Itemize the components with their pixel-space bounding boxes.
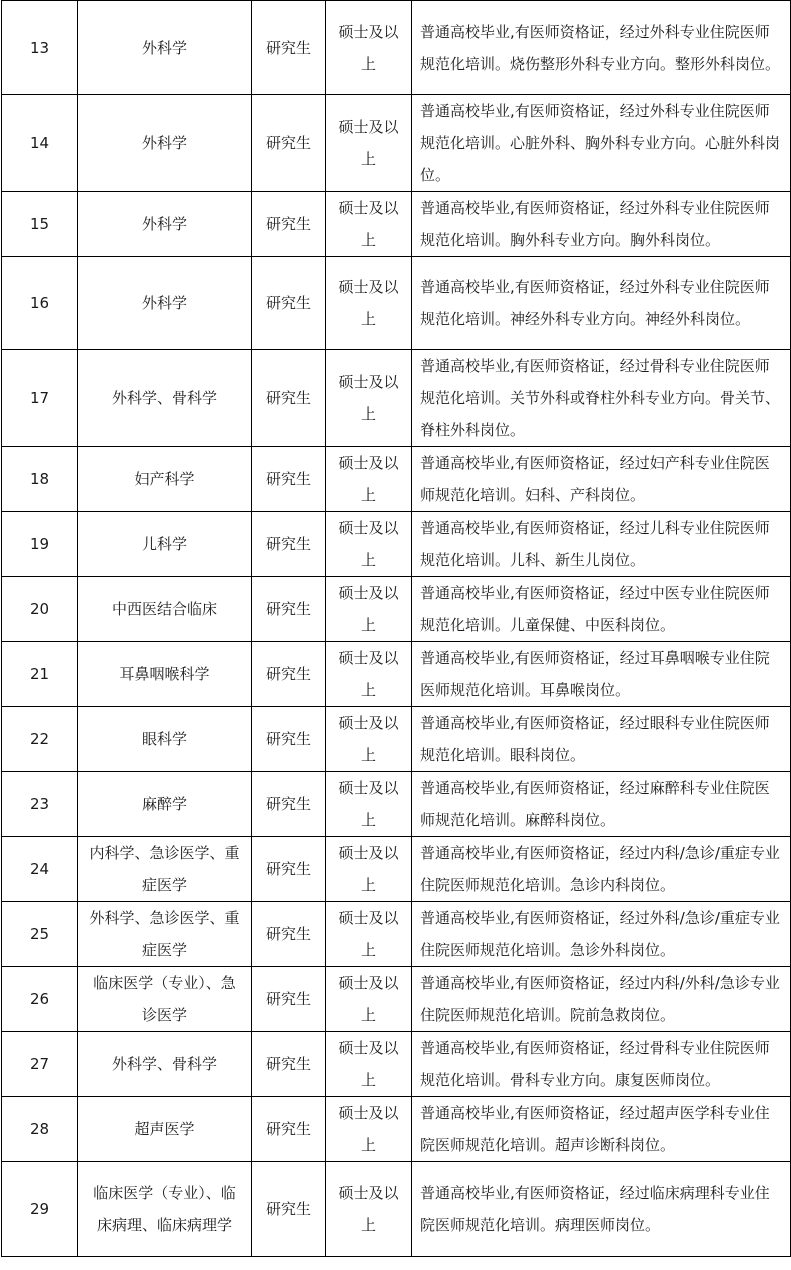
major-cell: 耳鼻咽喉科学 bbox=[78, 642, 252, 707]
degree-cell: 硕士及以上 bbox=[326, 772, 412, 837]
requirement-cell: 普通高校毕业,有医师资格证，经过外科专业住院医师规范化培训。心脏外科、胸外科专业方向。心脏外科岗位。 bbox=[412, 95, 791, 192]
row-number: 24 bbox=[2, 837, 78, 902]
education-cell: 研究生 bbox=[252, 707, 326, 772]
degree-cell: 硕士及以上 bbox=[326, 95, 412, 192]
education-cell: 研究生 bbox=[252, 512, 326, 577]
education-cell: 研究生 bbox=[252, 95, 326, 192]
degree-cell: 硕士及以上 bbox=[326, 1, 412, 95]
major-cell: 临床医学（专业）、急诊医学 bbox=[78, 967, 252, 1032]
row-number: 18 bbox=[2, 447, 78, 512]
requirement-cell: 普通高校毕业,有医师资格证，经过中医专业住院医师规范化培训。儿童保健、中医科岗位。 bbox=[412, 577, 791, 642]
row-number: 17 bbox=[2, 350, 78, 447]
table-row bbox=[2, 1, 791, 95]
degree-cell: 硕士及以上 bbox=[326, 967, 412, 1032]
degree-cell: 硕士及以上 bbox=[326, 257, 412, 350]
education-cell: 研究生 bbox=[252, 192, 326, 257]
education-cell: 研究生 bbox=[252, 642, 326, 707]
degree-cell: 硕士及以上 bbox=[326, 1162, 412, 1257]
requirement-cell: 普通高校毕业,有医师资格证，经过耳鼻咽喉专业住院医师规范化培训。耳鼻喉岗位。 bbox=[412, 642, 791, 707]
education-cell: 研究生 bbox=[252, 967, 326, 1032]
row-number: 14 bbox=[2, 95, 78, 192]
requirement-cell: 普通高校毕业,有医师资格证，经过临床病理科专业住院医师规范化培训。病理医师岗位。 bbox=[412, 1162, 791, 1257]
table-row bbox=[2, 192, 791, 257]
requirement-cell: 普通高校毕业,有医师资格证，经过妇产科专业住院医师规范化培训。妇科、产科岗位。 bbox=[412, 447, 791, 512]
row-number: 23 bbox=[2, 772, 78, 837]
table-row bbox=[2, 1097, 791, 1162]
requirement-cell: 普通高校毕业,有医师资格证，经过外科/急诊/重症专业住院医师规范化培训。急诊外科岗位。 bbox=[412, 902, 791, 967]
education-cell: 研究生 bbox=[252, 902, 326, 967]
education-cell: 研究生 bbox=[252, 1162, 326, 1257]
requirement-cell: 普通高校毕业,有医师资格证，经过外科专业住院医师规范化培训。烧伤整形外科专业方向。整形外科岗位。 bbox=[412, 1, 791, 95]
table-row bbox=[2, 447, 791, 512]
table-body bbox=[2, 1, 791, 1257]
degree-cell: 硕士及以上 bbox=[326, 837, 412, 902]
requirement-cell: 普通高校毕业,有医师资格证，经过内科/急诊/重症专业住院医师规范化培训。急诊内科岗位。 bbox=[412, 837, 791, 902]
major-cell: 眼科学 bbox=[78, 707, 252, 772]
row-number: 25 bbox=[2, 902, 78, 967]
row-number: 16 bbox=[2, 257, 78, 350]
table-row bbox=[2, 1032, 791, 1097]
requirement-cell: 普通高校毕业,有医师资格证，经过麻醉科专业住院医师规范化培训。麻醉科岗位。 bbox=[412, 772, 791, 837]
table-row bbox=[2, 642, 791, 707]
degree-cell: 硕士及以上 bbox=[326, 192, 412, 257]
education-cell: 研究生 bbox=[252, 257, 326, 350]
row-number: 21 bbox=[2, 642, 78, 707]
major-cell: 外科学 bbox=[78, 257, 252, 350]
degree-cell: 硕士及以上 bbox=[326, 447, 412, 512]
row-number: 13 bbox=[2, 1, 78, 95]
row-number: 20 bbox=[2, 577, 78, 642]
row-number: 26 bbox=[2, 967, 78, 1032]
row-number: 19 bbox=[2, 512, 78, 577]
degree-cell: 硕士及以上 bbox=[326, 902, 412, 967]
row-number: 15 bbox=[2, 192, 78, 257]
major-cell: 外科学、急诊医学、重症医学 bbox=[78, 902, 252, 967]
major-cell: 外科学 bbox=[78, 1, 252, 95]
requirement-cell: 普通高校毕业,有医师资格证，经过儿科专业住院医师规范化培训。儿科、新生儿岗位。 bbox=[412, 512, 791, 577]
major-cell: 外科学 bbox=[78, 192, 252, 257]
recruitment-table bbox=[1, 0, 791, 1257]
table-row bbox=[2, 837, 791, 902]
table-row bbox=[2, 577, 791, 642]
major-cell: 儿科学 bbox=[78, 512, 252, 577]
row-number: 28 bbox=[2, 1097, 78, 1162]
education-cell: 研究生 bbox=[252, 772, 326, 837]
major-cell: 内科学、急诊医学、重症医学 bbox=[78, 837, 252, 902]
requirement-cell: 普通高校毕业,有医师资格证，经过内科/外科/急诊专业住院医师规范化培训。院前急救岗位。 bbox=[412, 967, 791, 1032]
major-cell: 麻醉学 bbox=[78, 772, 252, 837]
degree-cell: 硕士及以上 bbox=[326, 350, 412, 447]
education-cell: 研究生 bbox=[252, 837, 326, 902]
requirement-cell: 普通高校毕业,有医师资格证，经过外科专业住院医师规范化培训。神经外科专业方向。神经外科岗位。 bbox=[412, 257, 791, 350]
table-row bbox=[2, 1162, 791, 1257]
education-cell: 研究生 bbox=[252, 1097, 326, 1162]
major-cell: 临床医学（专业）、临床病理、临床病理学 bbox=[78, 1162, 252, 1257]
table-row bbox=[2, 512, 791, 577]
table-row bbox=[2, 772, 791, 837]
degree-cell: 硕士及以上 bbox=[326, 512, 412, 577]
major-cell: 妇产科学 bbox=[78, 447, 252, 512]
requirement-cell: 普通高校毕业,有医师资格证，经过超声医学科专业住院医师规范化培训。超声诊断科岗位。 bbox=[412, 1097, 791, 1162]
row-number: 29 bbox=[2, 1162, 78, 1257]
education-cell: 研究生 bbox=[252, 577, 326, 642]
major-cell: 中西医结合临床 bbox=[78, 577, 252, 642]
major-cell: 外科学、骨科学 bbox=[78, 350, 252, 447]
table-row bbox=[2, 95, 791, 192]
degree-cell: 硕士及以上 bbox=[326, 1097, 412, 1162]
major-cell: 外科学、骨科学 bbox=[78, 1032, 252, 1097]
table-row bbox=[2, 350, 791, 447]
row-number: 22 bbox=[2, 707, 78, 772]
major-cell: 外科学 bbox=[78, 95, 252, 192]
table-row bbox=[2, 707, 791, 772]
degree-cell: 硕士及以上 bbox=[326, 707, 412, 772]
requirement-cell: 普通高校毕业,有医师资格证，经过骨科专业住院医师规范化培训。骨科专业方向。康复医师岗位。 bbox=[412, 1032, 791, 1097]
requirement-cell: 普通高校毕业,有医师资格证，经过眼科专业住院医师规范化培训。眼科岗位。 bbox=[412, 707, 791, 772]
education-cell: 研究生 bbox=[252, 1, 326, 95]
table-row bbox=[2, 967, 791, 1032]
table-row bbox=[2, 257, 791, 350]
education-cell: 研究生 bbox=[252, 1032, 326, 1097]
education-cell: 研究生 bbox=[252, 350, 326, 447]
education-cell: 研究生 bbox=[252, 447, 326, 512]
requirement-cell: 普通高校毕业,有医师资格证，经过外科专业住院医师规范化培训。胸外科专业方向。胸外科岗位。 bbox=[412, 192, 791, 257]
degree-cell: 硕士及以上 bbox=[326, 577, 412, 642]
requirement-cell: 普通高校毕业,有医师资格证，经过骨科专业住院医师规范化培训。关节外科或脊柱外科专业方向。骨关节、脊柱外科岗位。 bbox=[412, 350, 791, 447]
row-number: 27 bbox=[2, 1032, 78, 1097]
degree-cell: 硕士及以上 bbox=[326, 1032, 412, 1097]
major-cell: 超声医学 bbox=[78, 1097, 252, 1162]
table-row bbox=[2, 902, 791, 967]
degree-cell: 硕士及以上 bbox=[326, 642, 412, 707]
